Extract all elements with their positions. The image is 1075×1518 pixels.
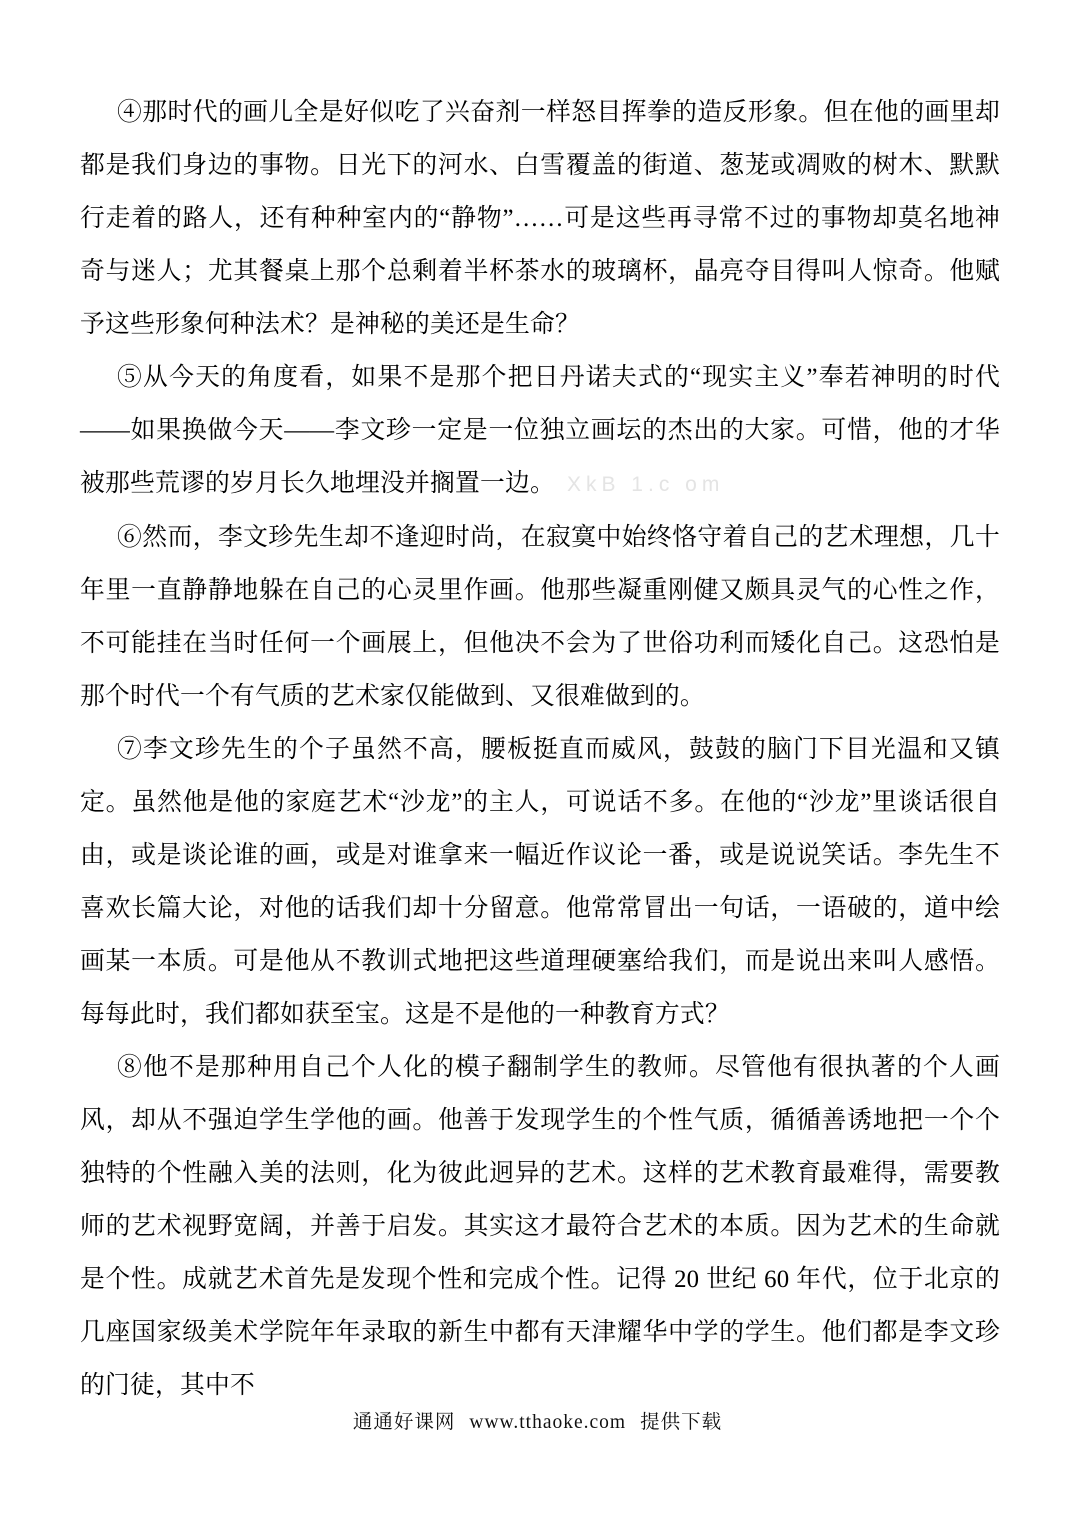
footer-suffix: 提供下载 [640,1412,723,1433]
reading-passage [80,86,1000,1412]
watermark-text: XkB 1.c om [566,473,725,496]
paragraph-8: ⑧他不是那种用自己个人化的模子翻制学生的教师。尽管他有很执著的个人画风，却从不强迫学生学他的画。他善于发现学生的个性气质，循循善诱地把一个个独特的个性融入美的法则，化为彼此迥异的艺术。这样的艺术教育最难得，需要教师的艺术视野宽阔，并善于启发。其实这才最符合艺术的本质。因为艺术的生命就是个性。成就艺术首先是发现个性和完成个性。记得 20 世纪 60 年代，位于北京的几座国家级美术学院年年录取的新生中都有天津耀华中学的学生。他们都是李文珍的门徒，其中不 [80,1054,1000,1399]
footer-site-name: 通通好课网 [352,1412,456,1433]
paragraph-4: ④那时代的画儿全是好似吃了兴奋剂一样怒目挥拳的造反形象。但在他的画里却都是我们身边的事物。日光下的河水、白雪覆盖的街道、葱茏或凋败的树木、默默行走着的路人，还有种种室内的“静物”……可是这些再寻常不过的事物却莫名地神奇与迷人；尤其餐桌上那个总剩着半杯茶水的玻璃杯，晶亮夺目得叫人惊奇。他赋予这些形象何种法术？是神秘的美还是生命？ [80,99,1000,338]
paragraph-5-text: ⑤从今天的角度看，如果不是那个把日丹诺夫式的“现实主义”奉若神明的时代——如果换做今天——李文珍一定是一位独立画坛的杰出的大家。可惜，他的才华被那些荒谬的岁月长久地埋没并搁置一边。 [80,364,1000,497]
paragraph-6: ⑥然而，李文珍先生却不逢迎时尚，在寂寞中始终恪守着自己的艺术理想，几十年里一直静静地躲在自己的心灵里作画。他那些凝重刚健又颇具灵气的心性之作，不可能挂在当时任何一个画展上，但他决不会为了世俗功利而矮化自己。这恐怕是那个时代一个有气质的艺术家仅能做到、又很难做到的。 [80,524,1000,710]
paragraph-7: ⑦李文珍先生的个子虽然不高，腰板挺直而威风，鼓鼓的脑门下目光温和又镇定。虽然他是他的家庭艺术“沙龙”的主人，可说话不多。在他的“沙龙”里谈话很自由，或是谈论谁的画，或是对谁拿来一幅近作议论一番，或是说说笑话。李先生不喜欢长篇大论，对他的话我们却十分留意。他常常冒出一句话，一语破的，道中绘画某一本质。可是他从不教训式地把这些道理硬塞给我们，而是说出来叫人感悟。每每此时，我们都如获至宝。这是不是他的一种教育方式？ [80,736,1000,1028]
page-footer [0,1406,1075,1434]
footer-url: www.tthaoke.com [469,1412,627,1433]
paragraph-5 [80,351,1000,511]
